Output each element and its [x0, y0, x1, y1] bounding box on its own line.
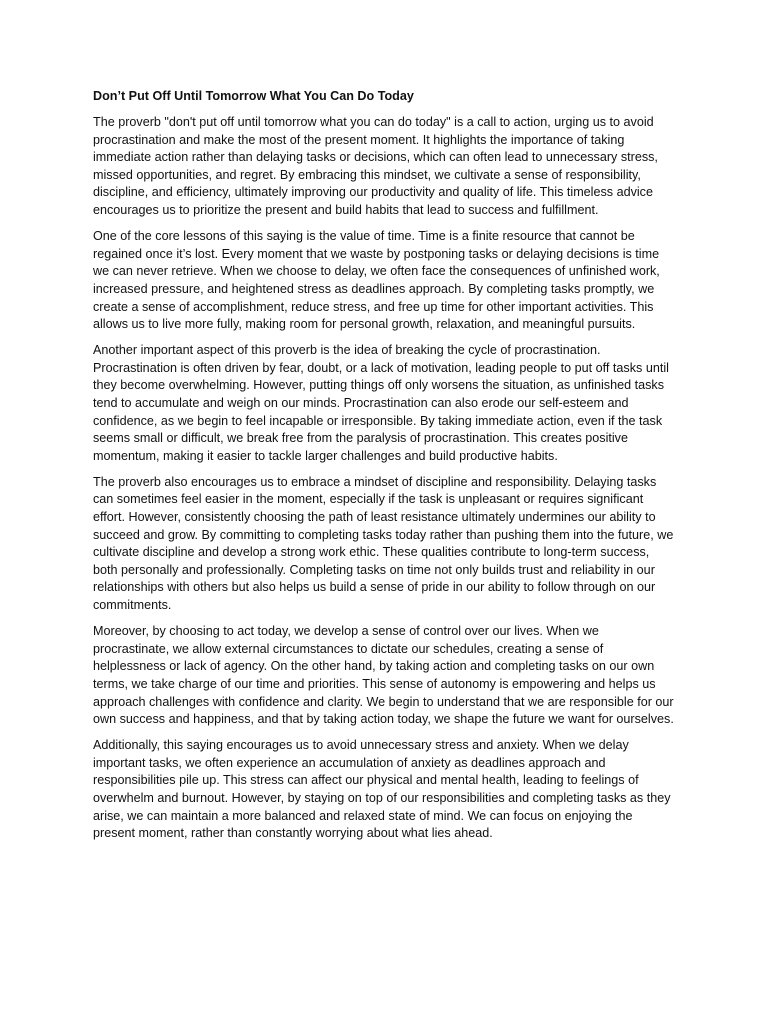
document-page — [93, 88, 675, 851]
document-title: Don’t Put Off Until Tomorrow What You Can Do Today — [93, 89, 414, 103]
paragraph-control: Moreover, by choosing to act today, we develop a sense of control over our lives. When we procrastinate, we allow external circumstances to dictate our schedules, creating a sense of helplessness or lack of agency. On the other hand, by taking action and completing tasks on our own terms, we take charge of our time and priorities. This sense of autonomy is empowering and helps us approach challenges with confidence and clarity. We begin to understand that we are responsible for our own success and happiness, and that by taking action today, we shape the future we want for ourselves. — [93, 624, 674, 727]
paragraph-stress: Additionally, this saying encourages us to avoid unnecessary stress and anxiety. When we delay important tasks, we often experience an accumulation of anxiety as deadlines approach and responsibilities pile up. This stress can affect our physical and mental health, leading to feelings of overwhelm and burnout. However, by staying on top of our responsibilities and completing tasks as they arise, we can maintain a more balanced and relaxed state of mind. We can focus on enjoying the present moment, rather than constantly worrying about what lies ahead. — [93, 738, 671, 841]
paragraph-intro: The proverb "don't put off until tomorrow what you can do today" is a call to action, urging us to avoid procrastination and make the most of the present moment. It highlights the importance of taking immediate action rather than delaying tasks or decisions, which can often lead to unnecessary stress, missed opportunities, and regret. By embracing this mindset, we cultivate a sense of responsibility, discipline, and efficiency, ultimately improving our productivity and quality of life. This timeless advice encourages us to prioritize the present and build habits that lead to success and fulfillment. — [93, 115, 658, 218]
paragraph-breaking-cycle: Another important aspect of this proverb is the idea of breaking the cycle of procrastination. Procrastination is often driven by fear, doubt, or a lack of motivation, leading people to put off tasks until they become overwhelming. However, putting things off only worsens the situation, as unfinished tasks tend to accumulate and weigh on our minds. Procrastination can also erode our self-esteem and confidence, as we begin to feel incapable or irresponsible. By taking immediate action, even if the task seems small or difficult, we break free from the paralysis of procrastination. This creates positive momentum, making it easier to tackle larger challenges and build productive habits. — [93, 343, 669, 463]
paragraph-value-of-time: One of the core lessons of this saying is the value of time. Time is a finite resource that cannot be regained once it’s lost. Every moment that we waste by postponing tasks or delaying decisions is time we can never retrieve. When we choose to delay, we often face the consequences of unfinished work, increased pressure, and heightened stress as deadlines approach. By completing tasks promptly, we create a sense of accomplishment, reduce stress, and free up time for other important activities. This allows us to live more fully, making room for personal growth, relaxation, and meaningful pursuits. — [93, 229, 660, 332]
paragraph-discipline: The proverb also encourages us to embrace a mindset of discipline and responsibility. Delaying tasks can sometimes feel easier in the moment, especially if the task is unpleasant or requires significant effort. However, consistently choosing the path of least resistance ultimately undermines our ability to succeed and grow. By committing to completing tasks today rather than pushing them into the future, we cultivate discipline and develop a strong work ethic. These qualities contribute to long-term success, both personally and professionally. Completing tasks on time not only builds trust and reliability in our relationships with others but also helps us build a sense of pride in our ability to follow through on our commitments. — [93, 474, 674, 613]
